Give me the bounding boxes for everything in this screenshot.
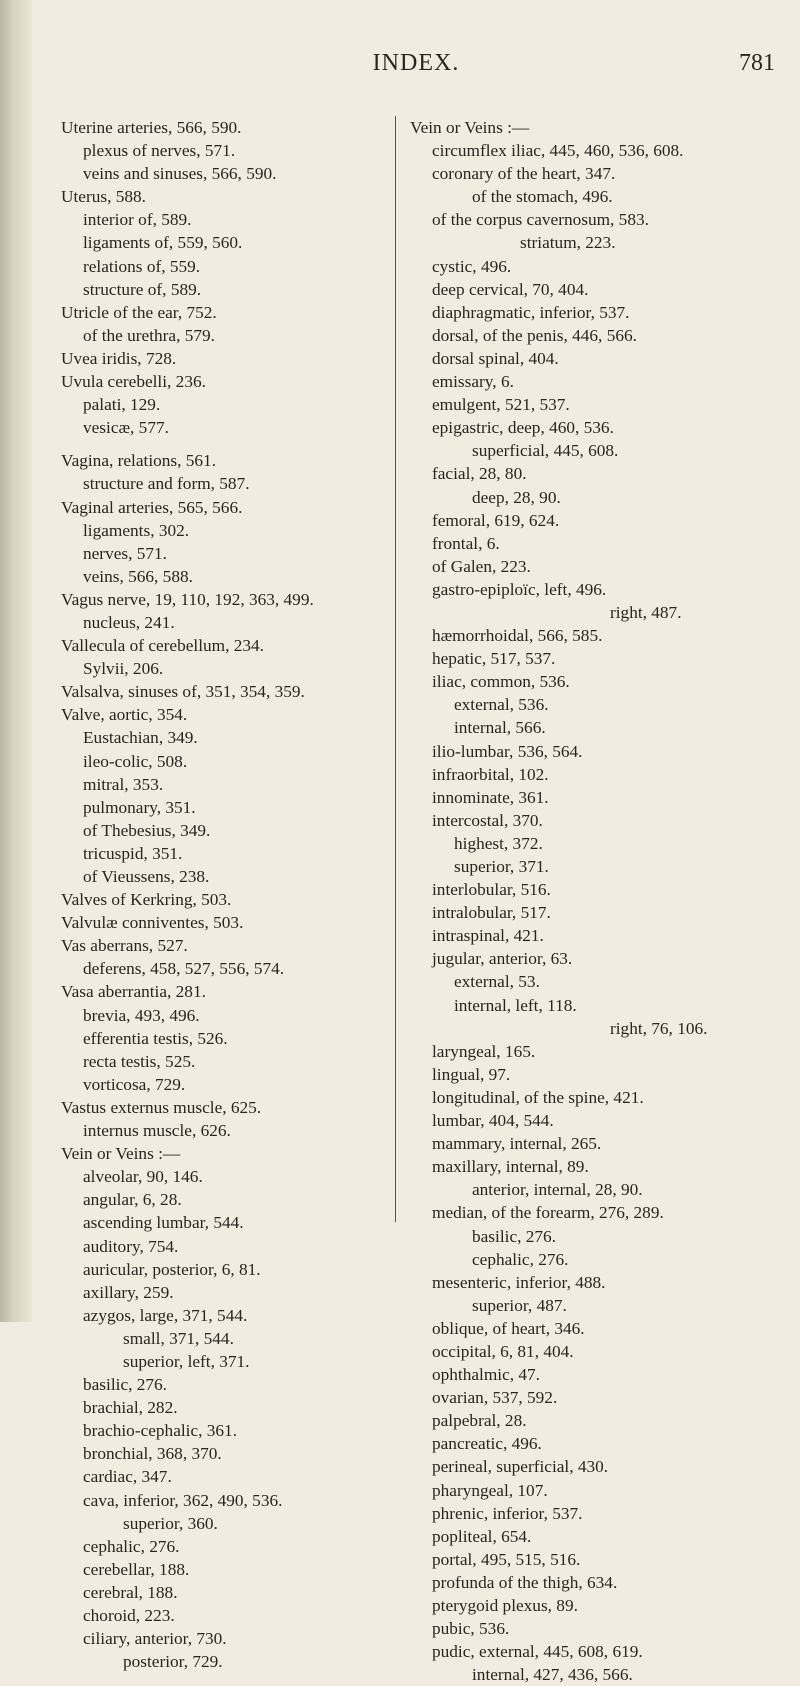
index-subentry: auditory, 754. (83, 1236, 179, 1256)
index-subentry: cerebellar, 188. (83, 1559, 190, 1579)
index-subentry: deep, 28, 90. (472, 487, 561, 507)
index-subentry: brachio-cephalic, 361. (83, 1421, 238, 1441)
index-subentry: Eustachian, 349. (83, 728, 198, 748)
index-subentry: relations of, 559. (83, 256, 201, 276)
index-subentry: superficial, 445, 608. (472, 441, 619, 461)
index-subentry: internal, left, 118. (454, 995, 577, 1015)
index-subentry: intercostal, 370. (432, 810, 543, 830)
section-gap (61, 439, 413, 449)
index-subentry: phrenic, inferior, 537. (432, 1503, 583, 1523)
index-subentry: deferens, 458, 527, 556, 574. (83, 959, 285, 979)
index-subentry: lingual, 97. (432, 1064, 511, 1084)
index-subentry: portal, 495, 515, 516. (432, 1549, 581, 1569)
index-subentry: of Thebesius, 349. (83, 820, 211, 840)
index-subentry: small, 371, 544. (123, 1328, 234, 1348)
index-subentry: laryngeal, 165. (432, 1041, 536, 1061)
index-subentry: deep cervical, 70, 404. (432, 279, 589, 299)
index-subentry: bronchial, 368, 370. (83, 1444, 222, 1464)
index-subentry: brachial, 282. (83, 1398, 178, 1418)
index-subentry: angular, 6, 28. (83, 1190, 182, 1210)
index-heading-entry: Valves of Kerkring, 503. (61, 890, 232, 910)
index-subentry: cerebral, 188. (83, 1582, 178, 1602)
index-subentry: jugular, anterior, 63. (432, 949, 573, 969)
index-subentry: choroid, 223. (83, 1606, 175, 1625)
index-subentry: popliteal, 654. (432, 1526, 532, 1546)
index-subentry: superior, 360. (123, 1513, 218, 1533)
index-subentry: superior, 371. (454, 857, 549, 876)
index-subentry: mesenteric, inferior, 488. (432, 1272, 606, 1292)
index-subentry: interlobular, 516. (432, 880, 551, 900)
index-subentry: occipital, 6, 81, 404. (432, 1341, 574, 1361)
index-subentry: epigastric, deep, 460, 536. (432, 418, 614, 438)
index-subentry: oblique, of heart, 346. (432, 1318, 585, 1338)
index-subentry: ligaments, 302. (83, 520, 190, 540)
index-subentry: of the corpus cavernosum, 583. (432, 210, 649, 230)
index-subentry: external, 536. (454, 695, 549, 715)
index-page (32, 0, 800, 1685)
index-subentry: posterior, 729. (123, 1652, 223, 1672)
index-subentry: iliac, common, 536. (432, 672, 570, 692)
index-subentry: cephalic, 276. (83, 1536, 180, 1556)
index-subentry: diaphragmatic, inferior, 537. (432, 302, 630, 322)
index-subentry: structure of, 589. (83, 279, 202, 299)
book-binding-edge (0, 0, 32, 1322)
right-index-column (410, 116, 790, 1686)
index-heading-entry: Vallecula of cerebellum, 234. (61, 636, 264, 656)
index-subentry: pterygoid plexus, 89. (432, 1596, 578, 1615)
index-subentry: dorsal spinal, 404. (432, 348, 559, 368)
index-subentry: ciliary, anterior, 730. (83, 1629, 227, 1649)
index-subentry: of Galen, 223. (432, 556, 531, 576)
page-number: 781 (739, 50, 775, 76)
index-subentry: external, 53. (454, 972, 540, 992)
index-subentry: infraorbital, 102. (432, 764, 549, 784)
index-subentry: palati, 129. (83, 395, 161, 415)
index-subentry: femoral, 619, 624. (432, 510, 560, 530)
index-heading-entry: Vas aberrans, 527. (61, 936, 188, 956)
index-subentry: frontal, 6. (432, 533, 500, 553)
index-subentry: internal, 427, 436, 566. (472, 1665, 633, 1685)
index-subentry: palpebral, 28. (432, 1411, 527, 1431)
index-subentry: pharyngeal, 107. (432, 1480, 548, 1500)
index-subentry: of Vieussens, 238. (83, 867, 210, 886)
index-heading-entry: Vein or Veins :— (61, 1144, 181, 1164)
index-subentry: circumflex iliac, 445, 460, 536, 608. (432, 141, 684, 161)
index-subentry: efferentia testis, 526. (83, 1028, 228, 1048)
index-subentry: nucleus, 241. (83, 612, 175, 632)
index-subentry: hepatic, 517, 537. (432, 649, 556, 669)
index-subentry: median, of the forearm, 276, 289. (432, 1203, 664, 1223)
index-heading-entry: Vagina, relations, 561. (61, 451, 217, 471)
index-subentry: longitudinal, of the spine, 421. (432, 1087, 644, 1107)
index-subentry: cava, inferior, 362, 490, 536. (83, 1490, 283, 1510)
index-subentry: nerves, 571. (83, 543, 167, 563)
index-subentry: hæmorrhoidal, 566, 585. (432, 626, 603, 646)
index-heading-entry: Uterine arteries, 566, 590. (61, 118, 242, 137)
index-subentry: coronary of the heart, 347. (432, 164, 616, 184)
index-heading-entry: Vein or Veins :— (410, 118, 530, 137)
index-heading-entry: Valvulæ conniventes, 503. (61, 913, 244, 933)
column-divider (395, 116, 396, 1222)
index-subentry: striatum, 223. (520, 233, 616, 253)
index-subentry: ligaments of, 559, 560. (83, 233, 243, 253)
index-subentry: intralobular, 517. (432, 903, 551, 923)
index-subentry: structure and form, 587. (83, 474, 250, 494)
index-subentry: gastro-epiploïc, left, 496. (432, 579, 607, 599)
index-subentry: azygos, large, 371, 544. (83, 1305, 248, 1325)
index-subentry: internus muscle, 626. (83, 1121, 231, 1141)
index-subentry: lumbar, 404, 544. (432, 1111, 554, 1131)
index-subentry: ovarian, 537, 592. (432, 1388, 558, 1408)
index-subentry: right, 487. (610, 602, 682, 622)
index-subentry: emulgent, 521, 537. (432, 395, 570, 415)
index-subentry: right, 76, 106. (610, 1018, 708, 1038)
index-subentry: recta testis, 525. (83, 1051, 196, 1071)
index-subentry: tricuspid, 351. (83, 843, 183, 863)
index-subentry: axillary, 259. (83, 1282, 174, 1302)
index-subentry: cardiac, 347. (83, 1467, 172, 1487)
index-subentry: plexus of nerves, 571. (83, 141, 236, 161)
index-subentry: cystic, 496. (432, 256, 512, 276)
index-subentry: veins, 566, 588. (83, 566, 193, 586)
index-subentry: auricular, posterior, 6, 81. (83, 1259, 261, 1279)
index-subentry: pudic, external, 445, 608, 619. (432, 1642, 643, 1662)
index-subentry: pulmonary, 351. (83, 797, 196, 817)
index-subentry: vorticosa, 729. (83, 1074, 186, 1094)
index-subentry: ophthalmic, 47. (432, 1365, 540, 1385)
index-subentry: interior of, 589. (83, 210, 192, 230)
index-heading-entry: Vaginal arteries, 565, 566. (61, 497, 243, 517)
left-index-column (61, 116, 413, 1673)
index-subentry: anterior, internal, 28, 90. (472, 1180, 643, 1200)
index-subentry: vesicæ, 577. (83, 418, 169, 438)
index-subentry: internal, 566. (454, 718, 546, 738)
index-subentry: maxillary, internal, 89. (432, 1157, 589, 1177)
index-heading-entry: Uvea iridis, 728. (61, 348, 177, 368)
index-heading-entry: Uvula cerebelli, 236. (61, 372, 206, 392)
index-heading-entry: Valve, aortic, 354. (61, 705, 188, 725)
index-subentry: cephalic, 276. (472, 1249, 569, 1269)
index-heading-entry: Vastus externus muscle, 625. (61, 1097, 262, 1117)
index-subentry: superior, left, 371. (123, 1351, 250, 1371)
index-subentry: perineal, superficial, 430. (432, 1457, 609, 1477)
index-subentry: brevia, 493, 496. (83, 1005, 200, 1025)
index-subentry: of the stomach, 496. (472, 187, 613, 207)
index-heading-entry: Uterus, 588. (61, 187, 146, 207)
index-subentry: veins and sinuses, 566, 590. (83, 164, 277, 184)
index-subentry: ileo-colic, 508. (83, 751, 188, 771)
index-subentry: mammary, internal, 265. (432, 1134, 602, 1154)
index-subentry: alveolar, 90, 146. (83, 1167, 203, 1187)
index-subentry: highest, 372. (454, 833, 543, 853)
index-subentry: dorsal, of the penis, 446, 566. (432, 325, 637, 345)
index-subentry: facial, 28, 80. (432, 464, 527, 484)
index-heading-entry: Valsalva, sinuses of, 351, 354, 359. (61, 682, 305, 702)
index-subentry: ilio-lumbar, 536, 564. (432, 741, 583, 761)
index-subentry: Sylvii, 206. (83, 659, 164, 679)
index-subentry: basilic, 276. (472, 1226, 556, 1246)
index-subentry: emissary, 6. (432, 372, 514, 392)
page-title: INDEX. (372, 50, 460, 76)
index-subentry: pancreatic, 496. (432, 1434, 542, 1454)
index-subentry: superior, 487. (472, 1295, 567, 1315)
index-subentry: intraspinal, 421. (432, 926, 544, 946)
index-heading-entry: Vasa aberrantia, 281. (61, 982, 206, 1002)
index-subentry: ascending lumbar, 544. (83, 1213, 244, 1233)
index-subentry: innominate, 361. (432, 787, 549, 807)
index-subentry: mitral, 353. (83, 774, 164, 794)
index-subentry: profunda of the thigh, 634. (432, 1572, 618, 1592)
index-subentry: pubic, 536. (432, 1619, 510, 1639)
index-subentry: of the urethra, 579. (83, 325, 215, 345)
index-heading-entry: Utricle of the ear, 752. (61, 302, 217, 322)
index-subentry: basilic, 276. (83, 1375, 167, 1395)
index-heading-entry: Vagus nerve, 19, 110, 192, 363, 499. (61, 589, 314, 609)
